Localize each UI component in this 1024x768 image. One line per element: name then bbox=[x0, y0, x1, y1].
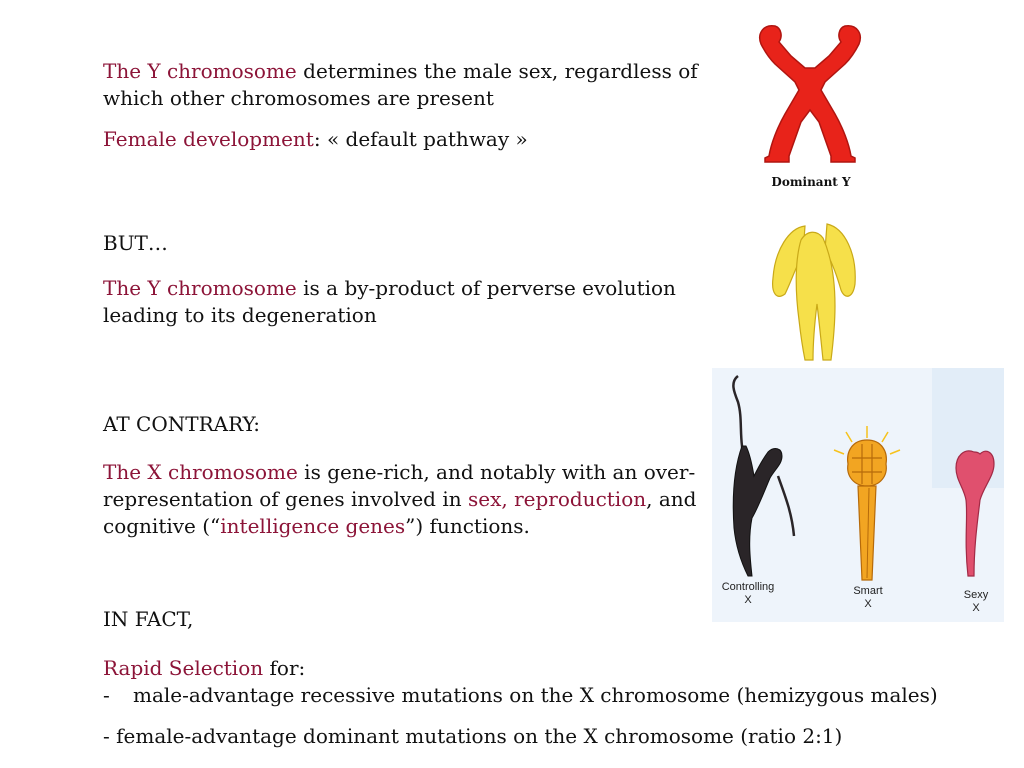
highlight-rapid-selection: Rapid Selection bbox=[103, 656, 264, 680]
para-rapid-text: for: bbox=[263, 656, 306, 680]
smart-x-brain bbox=[848, 440, 887, 486]
mutation-item-female: - female-advantage dominant mutations on the X chromosome (ratio 2:1) bbox=[103, 724, 843, 748]
para-rapid-selection bbox=[103, 655, 983, 682]
highlight-y-chromosome: The Y chromosome bbox=[103, 59, 297, 83]
para-female-text: : « default pathway » bbox=[313, 127, 528, 151]
para-but: BUT… bbox=[103, 231, 168, 255]
sexy-x-caption-line2: X bbox=[972, 602, 980, 614]
sexy-x-caption-line1: Sexy bbox=[963, 589, 989, 601]
wimpy-y-figure bbox=[765, 220, 875, 388]
smart-x-caption-line2: X bbox=[864, 598, 872, 610]
highlight-x-chromosome: The X chromosome bbox=[103, 460, 298, 484]
highlight-sex-reproduction: sex, reproduction bbox=[467, 487, 647, 511]
para-x-text-3: ”) functions. bbox=[405, 514, 530, 538]
para-in-fact: IN FACT, bbox=[103, 607, 194, 631]
highlight-intelligence-genes: intelligence genes bbox=[220, 514, 406, 538]
para-x-text-1: is gene-rich, and notably with an over-representation of genes involved in bbox=[103, 460, 696, 511]
para-y-dominant bbox=[103, 58, 703, 112]
para-y-degeneration-text: is a by-product of perverse evolution leading to its degeneration bbox=[103, 276, 676, 327]
para-y-dominant-text: determines the male sex, regardless of which other chromosomes are present bbox=[103, 59, 698, 110]
controlling-x-caption-line1: Controlling bbox=[721, 581, 775, 593]
dominant-y-figure bbox=[745, 18, 875, 196]
dominant-y-caption: Dominant Y bbox=[771, 175, 851, 189]
mutation-dash: - bbox=[103, 683, 110, 707]
dominant-y-shape bbox=[760, 26, 860, 162]
highlight-y-chromosome-2: The Y chromosome bbox=[103, 276, 297, 300]
mutation-male-text: male-advantage recessive mutations on the X chromosome (hemizygous males) bbox=[133, 683, 938, 707]
x-chromosomes-figure bbox=[712, 368, 1004, 622]
para-x-text-2: , and cognitive (“ bbox=[103, 487, 697, 538]
controlling-x-caption-line2: X bbox=[744, 594, 752, 606]
para-at-contrary: AT CONTRARY: bbox=[103, 412, 261, 436]
mutation-item-male bbox=[103, 682, 983, 709]
smart-x-caption-line1: Smart bbox=[853, 585, 883, 597]
highlight-female-development: Female development bbox=[103, 127, 314, 151]
para-x-chromosome bbox=[103, 459, 703, 540]
para-y-degeneration bbox=[103, 275, 703, 329]
para-female-development bbox=[103, 126, 703, 153]
